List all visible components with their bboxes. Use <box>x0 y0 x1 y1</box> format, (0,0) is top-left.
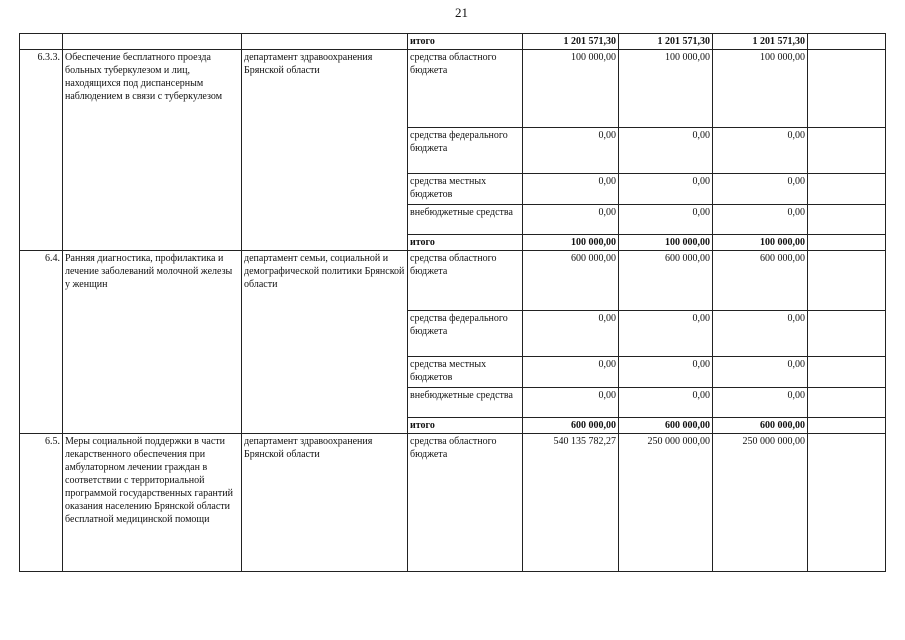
value-cell: 0,00 <box>619 388 713 418</box>
source-label: внебюджетные средства <box>408 205 523 235</box>
total-year-3: 1 201 571,30 <box>713 34 808 50</box>
source-label: средства областного бюджета <box>408 434 523 572</box>
table-row <box>20 34 886 50</box>
value-cell: 0,00 <box>619 311 713 357</box>
value-cell: 600 000,00 <box>713 251 808 311</box>
value-cell: 600 000,00 <box>619 418 713 434</box>
table-row <box>20 50 886 128</box>
value-cell: 250 000 000,00 <box>713 434 808 572</box>
source-label: средства местных бюджетов <box>408 357 523 388</box>
row-code: 6.5. <box>20 434 63 572</box>
value-cell: 0,00 <box>713 357 808 388</box>
value-cell: 100 000,00 <box>619 50 713 128</box>
value-cell: 0,00 <box>523 205 619 235</box>
value-cell: 100 000,00 <box>523 235 619 251</box>
budget-table <box>19 33 886 572</box>
value-cell: 100 000,00 <box>523 50 619 128</box>
total-year-1: 1 201 571,30 <box>523 34 619 50</box>
page-number: 21 <box>455 5 468 20</box>
row-name: Меры социальной поддержки в части лекарственного обеспечения при амбулаторном лечении граждан в соответствии с территориальной программой государственных гарантий оказания населению Брянской области бесплатной медицинской помощи <box>63 434 242 572</box>
row-code: 6.3.3. <box>20 50 63 251</box>
source-label: средства федерального бюджета <box>408 128 523 174</box>
row-name: Ранняя диагностика, профилактика и лечение заболеваний молочной железы у женщин <box>63 251 242 434</box>
value-cell: 0,00 <box>713 174 808 205</box>
value-cell: 0,00 <box>713 311 808 357</box>
source-label: внебюджетные средства <box>408 388 523 418</box>
value-cell: 600 000,00 <box>619 251 713 311</box>
table-row <box>20 251 886 311</box>
value-cell: 0,00 <box>523 357 619 388</box>
value-cell: 0,00 <box>713 128 808 174</box>
value-cell: 0,00 <box>713 205 808 235</box>
value-cell: 0,00 <box>619 205 713 235</box>
value-cell: 0,00 <box>713 388 808 418</box>
row-department: департамент семьи, социальной и демографической политики Брянской области <box>242 251 408 434</box>
value-cell: 0,00 <box>619 174 713 205</box>
row-department: департамент здравоохранения Брянской области <box>242 50 408 251</box>
value-cell: 0,00 <box>523 388 619 418</box>
row-name: Обеспечение бесплатного проезда больных туберкулезом и лиц, находящихся под диспансерным наблюдением в связи с туберкулезом <box>63 50 242 251</box>
total-label: итого <box>408 418 523 434</box>
source-label: средства федерального бюджета <box>408 311 523 357</box>
total-label: итого <box>408 34 523 50</box>
source-label: средства областного бюджета <box>408 251 523 311</box>
source-label: средства областного бюджета <box>408 50 523 128</box>
value-cell: 600 000,00 <box>713 418 808 434</box>
table-row <box>20 434 886 572</box>
value-cell: 600 000,00 <box>523 251 619 311</box>
value-cell: 0,00 <box>619 357 713 388</box>
total-year-2: 1 201 571,30 <box>619 34 713 50</box>
value-cell: 100 000,00 <box>713 50 808 128</box>
source-label: средства местных бюджетов <box>408 174 523 205</box>
value-cell: 540 135 782,27 <box>523 434 619 572</box>
value-cell: 0,00 <box>523 174 619 205</box>
value-cell: 0,00 <box>523 128 619 174</box>
row-code: 6.4. <box>20 251 63 434</box>
row-department: департамент здравоохранения Брянской области <box>242 434 408 572</box>
value-cell: 100 000,00 <box>619 235 713 251</box>
value-cell: 250 000 000,00 <box>619 434 713 572</box>
value-cell: 0,00 <box>523 311 619 357</box>
total-label: итого <box>408 235 523 251</box>
value-cell: 0,00 <box>619 128 713 174</box>
value-cell: 100 000,00 <box>713 235 808 251</box>
value-cell: 600 000,00 <box>523 418 619 434</box>
